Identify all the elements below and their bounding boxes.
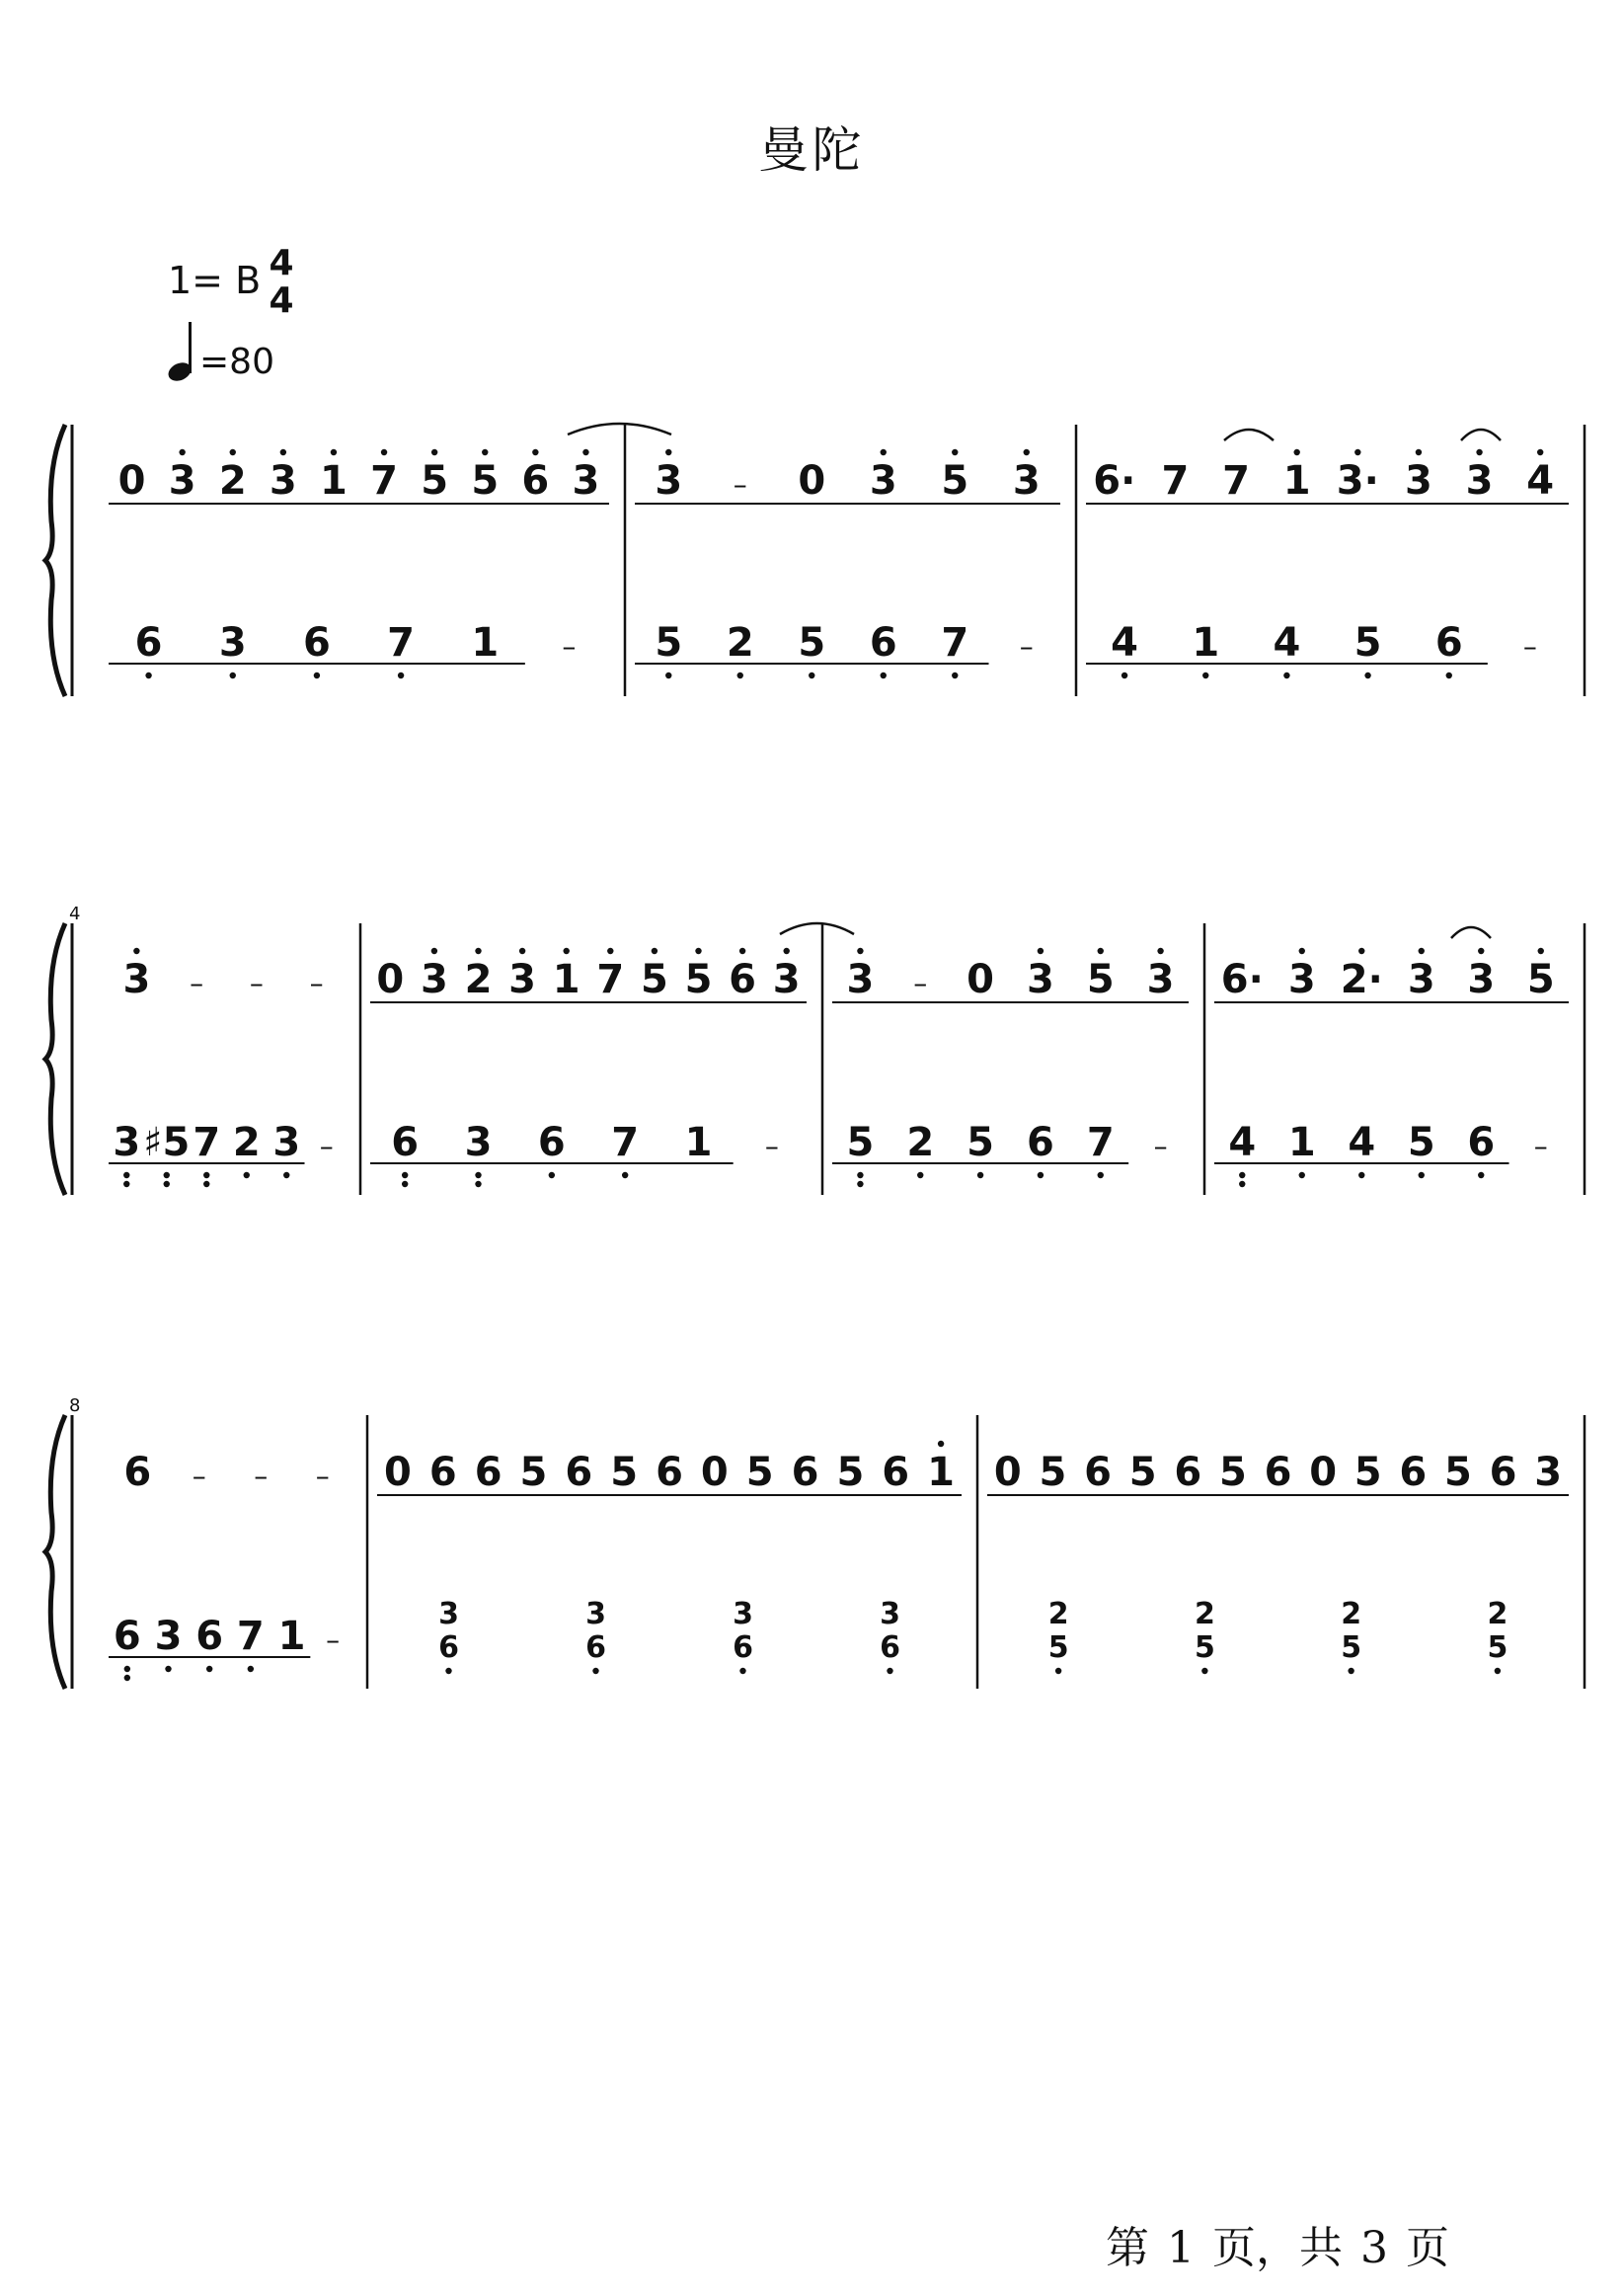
octave-dot [280, 449, 286, 455]
footer-total: 3 [1360, 2223, 1388, 2273]
octave-dot [1201, 1668, 1207, 1674]
octave-dot [1348, 1668, 1353, 1674]
octave-dot [1055, 1668, 1061, 1674]
note: 5 [1526, 957, 1555, 1002]
octave-dot [1358, 948, 1364, 954]
note: 6· [1093, 458, 1136, 504]
octave-dot [564, 948, 570, 954]
note: 6 [791, 1450, 819, 1495]
note: 5 [1407, 1120, 1435, 1165]
octave-dot [475, 948, 481, 954]
octave-dot [124, 1666, 130, 1672]
octave-dot [165, 1666, 171, 1672]
octave-dot [977, 1172, 983, 1178]
octave-dot [248, 1666, 254, 1672]
note: 2 [906, 1120, 935, 1165]
note: 5 [655, 620, 683, 666]
note: 3 [122, 957, 151, 1002]
note: 7 [1086, 1120, 1115, 1165]
note: 0 [993, 1450, 1022, 1495]
octave-dot [230, 673, 236, 678]
octave-dot [857, 948, 863, 954]
note: 6 [882, 1450, 910, 1495]
note: 3 [572, 458, 600, 504]
rest-dash: – [190, 967, 204, 999]
footer-suffix: 页 [1406, 2223, 1449, 2273]
note: 3 [272, 1120, 301, 1165]
octave-dot [739, 1668, 745, 1674]
octave-dot [881, 673, 887, 678]
note: 5 [519, 1450, 548, 1495]
note: 5 [745, 1450, 774, 1495]
octave-dot [665, 449, 671, 455]
rest-dash: – [562, 630, 577, 663]
note: 6 [428, 1450, 457, 1495]
octave-dot [164, 1181, 170, 1187]
note: 3 [1287, 957, 1316, 1002]
rest-dash: – [319, 1130, 334, 1162]
note: 0 [700, 1450, 729, 1495]
note: 5 [1218, 1450, 1247, 1495]
octave-dot [737, 673, 743, 678]
note: 7 [1161, 458, 1190, 504]
note: 1 [684, 1120, 713, 1165]
note: 3 [269, 458, 297, 504]
octave-dot [1038, 1172, 1044, 1178]
octave-dot [331, 449, 337, 455]
note: 3 [1465, 458, 1494, 504]
rest-dash: – [733, 468, 747, 501]
chord-note-upper: 2 [1194, 1597, 1215, 1631]
note: 1 [927, 1450, 955, 1495]
octave-dot [124, 1675, 130, 1681]
octave-dot [283, 1172, 289, 1178]
note: ♯5 [143, 1120, 191, 1165]
octave-dot [482, 449, 488, 455]
chord-note-upper: 3 [438, 1597, 459, 1631]
tie-arc [1224, 430, 1274, 440]
octave-dot [1239, 1181, 1245, 1187]
note: 3 [508, 957, 537, 1002]
rest-dash: – [1153, 1130, 1168, 1162]
note: 2 [726, 620, 754, 666]
note: 2 [464, 957, 493, 1002]
note: 3 [1407, 957, 1435, 1002]
rest-dash: – [249, 967, 264, 999]
note: 6 [113, 1614, 141, 1659]
octave-dot [203, 1172, 209, 1178]
chord-note-lower: 6 [733, 1630, 753, 1665]
note: 3 [846, 957, 875, 1002]
note: 5 [471, 458, 500, 504]
note: 6 [1084, 1450, 1112, 1495]
chord-note-lower: 5 [1194, 1630, 1215, 1665]
octave-dot [607, 948, 613, 954]
chord-note-upper: 2 [1487, 1597, 1508, 1631]
rest-dash: – [1533, 1130, 1548, 1162]
octave-dot [938, 1441, 944, 1447]
note: 0 [384, 1450, 412, 1495]
octave-dot [398, 673, 404, 678]
note: 4 [1273, 620, 1301, 666]
brace-icon [45, 923, 65, 1195]
note: 1 [552, 957, 580, 1002]
octave-dot [203, 1181, 209, 1187]
score-title: 曼陀 [758, 121, 866, 179]
octave-dot [1476, 449, 1482, 455]
octave-dot [952, 673, 958, 678]
octave-dot [179, 449, 185, 455]
octave-dot [244, 1172, 250, 1178]
note: 4 [1228, 1120, 1257, 1165]
octave-dot [431, 449, 437, 455]
octave-dot [665, 673, 671, 678]
note: 6 [521, 458, 550, 504]
chord-note-upper: 3 [733, 1597, 753, 1631]
note: 3 [772, 957, 801, 1002]
octave-dot [475, 1181, 481, 1187]
rest-dash: – [254, 1460, 269, 1492]
octave-dot [1446, 673, 1452, 678]
octave-dot [1299, 1172, 1305, 1178]
note: 5 [798, 620, 826, 666]
note: 3 [1026, 957, 1054, 1002]
rest-dash: – [192, 1460, 206, 1492]
octave-dot [402, 1181, 408, 1187]
note: 3 [1405, 458, 1432, 504]
rest-dash: – [764, 1130, 779, 1162]
octave-dot [622, 1172, 628, 1178]
footer-mid: 页，共 [1212, 2223, 1343, 2273]
note: 6 [565, 1450, 593, 1495]
note: 6 [869, 620, 897, 666]
octave-dot [431, 948, 437, 954]
chord-note-lower: 6 [585, 1630, 606, 1665]
note: 6 [1174, 1450, 1202, 1495]
note: 7 [611, 1120, 640, 1165]
rest-dash: – [315, 1460, 330, 1492]
note: 3 [1467, 957, 1496, 1002]
note: 6 [537, 1120, 566, 1165]
note: 6 [1264, 1450, 1292, 1495]
octave-dot [206, 1666, 212, 1672]
note: 6 [391, 1120, 420, 1165]
octave-dot [549, 1172, 555, 1178]
note: 6· [1220, 957, 1264, 1002]
note: 7 [941, 620, 969, 666]
rest-dash: – [1019, 630, 1034, 663]
time-signature-top: 4 [269, 243, 294, 283]
octave-dot [1038, 948, 1044, 954]
note: 1 [471, 620, 500, 666]
tie-arc [1451, 927, 1491, 938]
note: 3 [1146, 957, 1175, 1002]
octave-dot [809, 673, 814, 678]
note: 5 [421, 458, 449, 504]
note: 5 [1039, 1450, 1067, 1495]
rest-dash: – [913, 967, 928, 999]
chord-note-upper: 2 [1047, 1597, 1069, 1631]
note: 5 [846, 1120, 875, 1165]
octave-dot [917, 1172, 923, 1178]
note: 2 [232, 1120, 261, 1165]
chord-note-lower: 5 [1341, 1630, 1362, 1665]
note: 6 [729, 957, 757, 1002]
note: 0 [376, 957, 405, 1002]
octave-dot [1354, 449, 1360, 455]
note: 3 [1534, 1450, 1563, 1495]
octave-dot [164, 1172, 170, 1178]
octave-dot [1157, 948, 1163, 954]
note: 6 [195, 1614, 224, 1659]
note: 7 [387, 620, 416, 666]
note: 5 [640, 957, 668, 1002]
chord-note-upper: 3 [585, 1597, 606, 1631]
note: 1 [1287, 1120, 1316, 1165]
note: 5 [1086, 957, 1115, 1002]
octave-dot [519, 948, 525, 954]
note: 7 [596, 957, 625, 1002]
octave-dot [402, 1172, 408, 1178]
brace-icon [45, 1415, 65, 1689]
note: 0 [1309, 1450, 1338, 1495]
tempo-marking: =80 [199, 342, 274, 382]
note: 6 [656, 1450, 683, 1495]
octave-dot [532, 449, 538, 455]
note: 6 [302, 620, 331, 666]
octave-dot [1299, 948, 1305, 954]
note: 5 [1444, 1450, 1472, 1495]
note: 3 [420, 957, 448, 1002]
octave-dot [123, 1172, 129, 1178]
rest-dash: – [1522, 630, 1537, 663]
octave-dot [1364, 673, 1370, 678]
note: 3 [1012, 458, 1041, 504]
octave-dot [1419, 948, 1425, 954]
chord-note-lower: 5 [1487, 1630, 1508, 1665]
octave-dot [1495, 1668, 1501, 1674]
octave-dot [1416, 449, 1422, 455]
measure-number: 8 [69, 1395, 81, 1416]
note: 5 [836, 1450, 865, 1495]
note: 6 [1467, 1120, 1496, 1165]
octave-dot [1024, 449, 1030, 455]
brace-icon [45, 425, 65, 696]
note: 3 [168, 458, 196, 504]
octave-dot [123, 1181, 129, 1187]
note: 4 [1111, 620, 1139, 666]
note: 1 [277, 1614, 306, 1659]
octave-dot [1293, 449, 1299, 455]
note: 7 [193, 1120, 221, 1165]
page-footer [1106, 2212, 1453, 2275]
note: 7 [1222, 458, 1250, 504]
octave-dot [1283, 673, 1289, 678]
octave-dot [1478, 948, 1484, 954]
octave-dot [230, 449, 236, 455]
tie-arc [780, 923, 854, 934]
octave-dot [1419, 1172, 1425, 1178]
time-signature-bottom: 4 [269, 280, 294, 321]
note: 5 [941, 458, 969, 504]
octave-dot [582, 449, 588, 455]
note: 6 [123, 1450, 152, 1495]
note: 3 [464, 1120, 493, 1165]
octave-dot [1121, 673, 1127, 678]
measure-number: 4 [69, 904, 81, 924]
octave-dot [1098, 1172, 1104, 1178]
note: 0 [967, 957, 995, 1002]
chord-note-upper: 2 [1341, 1597, 1362, 1631]
octave-dot [881, 449, 887, 455]
chord-note-lower: 5 [1047, 1630, 1069, 1665]
octave-dot [445, 1668, 451, 1674]
note: 4 [1526, 458, 1555, 504]
octave-dot [133, 948, 139, 954]
chord-note-lower: 6 [438, 1630, 459, 1665]
octave-dot [1537, 449, 1543, 455]
note: 2 [218, 458, 247, 504]
note: 6 [1434, 620, 1463, 666]
note: 7 [236, 1614, 265, 1659]
octave-dot [1358, 1172, 1364, 1178]
footer-prefix: 第 [1106, 2223, 1149, 2273]
note: 0 [798, 458, 826, 504]
note: 1 [1192, 620, 1220, 666]
rest-dash: – [309, 967, 324, 999]
tie-arc [568, 424, 671, 435]
footer-page: 1 [1167, 2223, 1195, 2273]
note: 6 [1026, 1120, 1054, 1165]
octave-dot [145, 673, 151, 678]
note: 2· [1340, 957, 1383, 1002]
rest-dash: – [326, 1623, 341, 1656]
octave-dot [1538, 948, 1544, 954]
octave-dot [1098, 948, 1104, 954]
note: 3 [154, 1614, 183, 1659]
note: 6 [1399, 1450, 1428, 1495]
octave-dot [475, 1172, 481, 1178]
octave-dot [739, 948, 745, 954]
note: 5 [1128, 1450, 1157, 1495]
note: 3 [869, 458, 897, 504]
octave-dot [314, 673, 320, 678]
octave-dot [652, 948, 657, 954]
note: 5 [610, 1450, 639, 1495]
note: 4 [1348, 1120, 1376, 1165]
note: 1 [1282, 458, 1311, 504]
octave-dot [1202, 673, 1208, 678]
note: 6 [134, 620, 163, 666]
note: 3 [218, 620, 247, 666]
key-signature: 1= B [168, 259, 262, 302]
note: 6 [1489, 1450, 1517, 1495]
octave-dot [857, 1181, 863, 1187]
octave-dot [381, 449, 387, 455]
note: 3 [655, 458, 683, 504]
chord-note-upper: 3 [880, 1597, 900, 1631]
octave-dot [887, 1668, 892, 1674]
note: 1 [320, 458, 348, 504]
octave-dot [857, 1172, 863, 1178]
octave-dot [592, 1668, 598, 1674]
note: 5 [1353, 620, 1382, 666]
note: 5 [967, 1120, 995, 1165]
note: 0 [117, 458, 146, 504]
octave-dot [1239, 1172, 1245, 1178]
note: 5 [1353, 1450, 1382, 1495]
octave-dot [952, 449, 958, 455]
chord-note-lower: 6 [880, 1630, 900, 1665]
note: 5 [684, 957, 713, 1002]
octave-dot [784, 948, 790, 954]
note: 6 [474, 1450, 503, 1495]
note: 3 [113, 1120, 141, 1165]
octave-dot [1478, 1172, 1484, 1178]
octave-dot [695, 948, 701, 954]
note: 3· [1336, 458, 1379, 504]
note: 7 [370, 458, 398, 504]
tie-arc [1461, 430, 1501, 440]
